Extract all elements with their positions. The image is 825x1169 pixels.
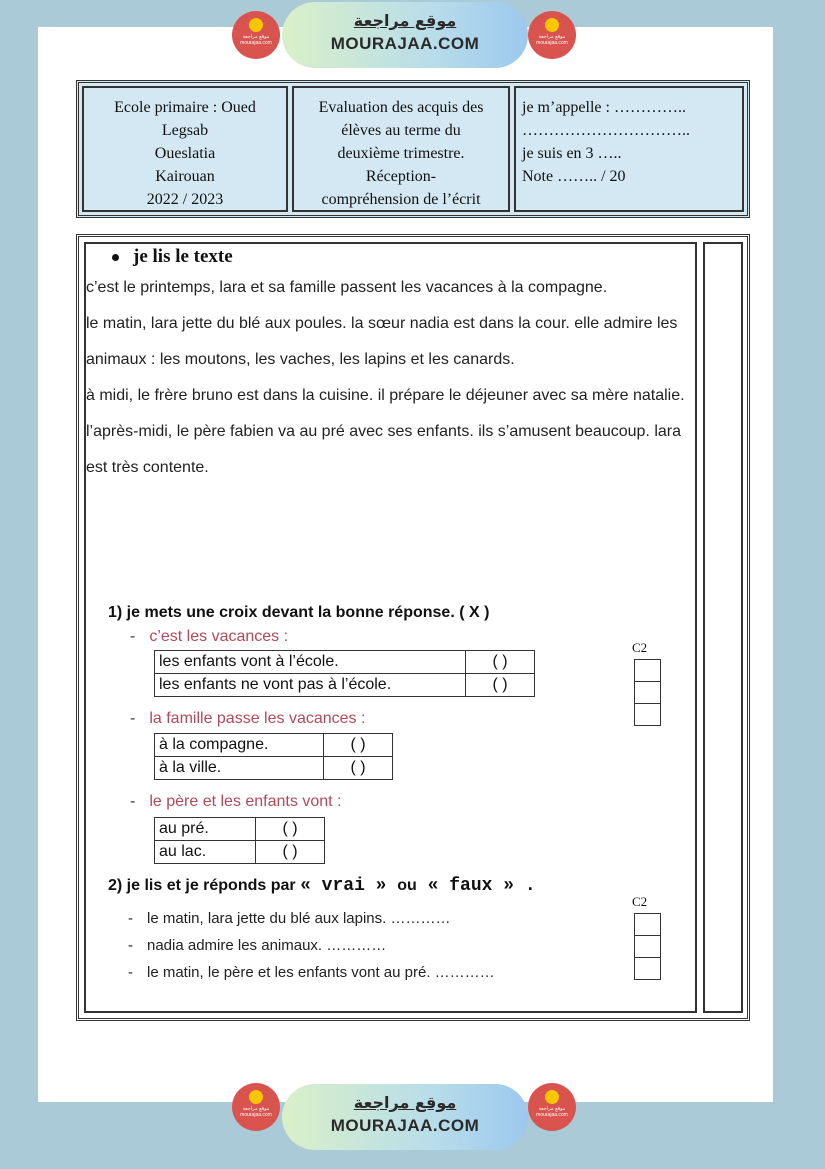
student-name-continued[interactable]: ………………………….. [522, 122, 690, 139]
logo-icon [249, 1090, 263, 1104]
banner-site: MOURAJAA.COM [330, 1116, 480, 1135]
banner-arabic: موقع مراجعة [353, 1093, 457, 1112]
school-line: Oueslatia [154, 145, 216, 162]
paragraph: l’après-midi, le père fabien va au pré avec ses enfants. ils s’amusent beaucoup. lara est très contente. [86, 423, 681, 476]
logo-text-ar: موقع مراجعة [242, 1106, 270, 1112]
logo-text-ar: موقع مراجعة [538, 34, 566, 40]
site-logo-right-bottom [528, 1083, 576, 1131]
answer-box[interactable]: ( ) [466, 674, 535, 697]
criterion-label-2: C2 [632, 894, 648, 909]
statement-text: le matin, lara jette du blé aux lapins. ………… [147, 910, 451, 927]
site-logo-right-top [528, 11, 576, 59]
logo-text-en: mourajaa.com [536, 40, 568, 46]
statement-text: nadia admire les animaux. ………… [147, 937, 387, 954]
answer-box[interactable]: ( ) [256, 818, 325, 841]
school-info [82, 86, 288, 212]
prompt-text: la famille passe les vacances : [149, 710, 366, 727]
option-row[interactable] [155, 757, 393, 780]
word-vrai: « vrai » [300, 876, 398, 896]
prompt-text: le père et les enfants vont : [149, 793, 342, 810]
evaluation-line: élèves au terme du [341, 122, 461, 139]
reading-title-text: je lis le texte [133, 246, 233, 267]
dash: - [130, 710, 136, 727]
answer-box[interactable]: ( ) [256, 841, 325, 864]
paragraph: le matin, lara jette du blé aux poules. la sœur nadia est dans la cour. elle admire les animaux : les moutons, les vaches, les lapins et les canards. [86, 315, 678, 368]
logo-text-ar: موقع مراجعة [538, 1106, 566, 1112]
site-banner-bottom[interactable] [282, 1084, 528, 1150]
criterion-boxes-1[interactable] [634, 659, 661, 726]
option-text: à la ville. [155, 757, 324, 780]
paragraph: c’est le printemps, lara et sa famille passent les vacances à la compagne. [86, 279, 608, 296]
option-text: au lac. [155, 841, 256, 864]
option-row[interactable] [155, 674, 535, 697]
logo-icon [545, 18, 559, 32]
school-line: Kairouan [155, 168, 215, 185]
site-banner-top[interactable] [282, 2, 528, 68]
answer-box[interactable]: ( ) [466, 651, 535, 674]
true-false-item[interactable] [128, 910, 450, 927]
question-1b-prompt [130, 710, 365, 728]
dash: - [130, 628, 136, 645]
site-logo-left-bottom [232, 1083, 280, 1131]
evaluation-info [292, 86, 510, 212]
option-text: les enfants vont à l’école. [155, 651, 466, 674]
banner-arabic: موقع مراجعة [353, 11, 457, 30]
logo-text-en: mourajaa.com [536, 1112, 568, 1118]
question-1b-options [154, 733, 393, 780]
prompt-text: c’est les vacances : [149, 628, 289, 645]
option-text: les enfants ne vont pas à l’école. [155, 674, 466, 697]
evaluation-line: compréhension de l’écrit [321, 191, 481, 208]
word-faux: « faux » . [416, 876, 536, 896]
dash: - [130, 793, 136, 810]
site-logo-left-top [232, 11, 280, 59]
evaluation-line: Réception- [365, 168, 437, 185]
option-text: à la compagne. [155, 734, 324, 757]
question-1c-options [154, 817, 325, 864]
option-text: au pré. [155, 818, 256, 841]
paragraph: à midi, le frère bruno est dans la cuisine. il prépare le déjeuner avec sa mère natalie. [86, 387, 685, 404]
option-row[interactable] [155, 734, 393, 757]
dash: - [128, 910, 133, 927]
school-line: Legsab [161, 122, 209, 139]
evaluation-line: Evaluation des acquis des [318, 99, 484, 116]
option-row[interactable] [155, 651, 535, 674]
dash: - [128, 937, 133, 954]
question-1-title: 1) je mets une croix devant la bonne réponse. ( X ) [108, 604, 490, 621]
question-1c-prompt [130, 793, 341, 811]
student-class-field[interactable]: je suis en 3 ….. [522, 145, 622, 162]
option-row[interactable] [155, 818, 325, 841]
school-line: Ecole primaire : Oued [114, 99, 256, 116]
criterion-label-1: C2 [632, 640, 648, 655]
question-1a-prompt [130, 628, 288, 646]
criteria-column [703, 242, 743, 1013]
question-2-title [108, 876, 536, 896]
logo-text-en: mourajaa.com [240, 1112, 272, 1118]
word-ou: ou [397, 877, 417, 894]
exam-header [76, 80, 750, 218]
true-false-item[interactable] [128, 964, 495, 981]
reading-title [112, 246, 233, 268]
logo-icon [545, 1090, 559, 1104]
option-row[interactable] [155, 841, 325, 864]
student-name-field[interactable]: je m’appelle : ………….. [522, 99, 686, 116]
answer-box[interactable]: ( ) [324, 734, 393, 757]
school-year: 2022 / 2023 [146, 191, 224, 208]
dash: - [128, 964, 133, 981]
logo-text-en: mourajaa.com [240, 40, 272, 46]
true-false-item[interactable] [128, 937, 386, 954]
student-info[interactable] [514, 86, 744, 212]
criterion-boxes-2[interactable] [634, 913, 661, 980]
question-1a-options [154, 650, 535, 697]
statement-text: le matin, le père et les enfants vont au pré. ………… [147, 964, 495, 981]
answer-box[interactable]: ( ) [324, 757, 393, 780]
evaluation-line: deuxième trimestre. [337, 145, 465, 162]
logo-text-ar: موقع مراجعة [242, 34, 270, 40]
logo-icon [249, 18, 263, 32]
question-2-title-text: 2) je lis et je réponds par [108, 877, 301, 894]
banner-site: MOURAJAA.COM [330, 34, 480, 53]
reading-text [86, 270, 696, 486]
student-grade-field[interactable]: Note …….. / 20 [522, 168, 626, 185]
bullet-icon [112, 254, 119, 261]
